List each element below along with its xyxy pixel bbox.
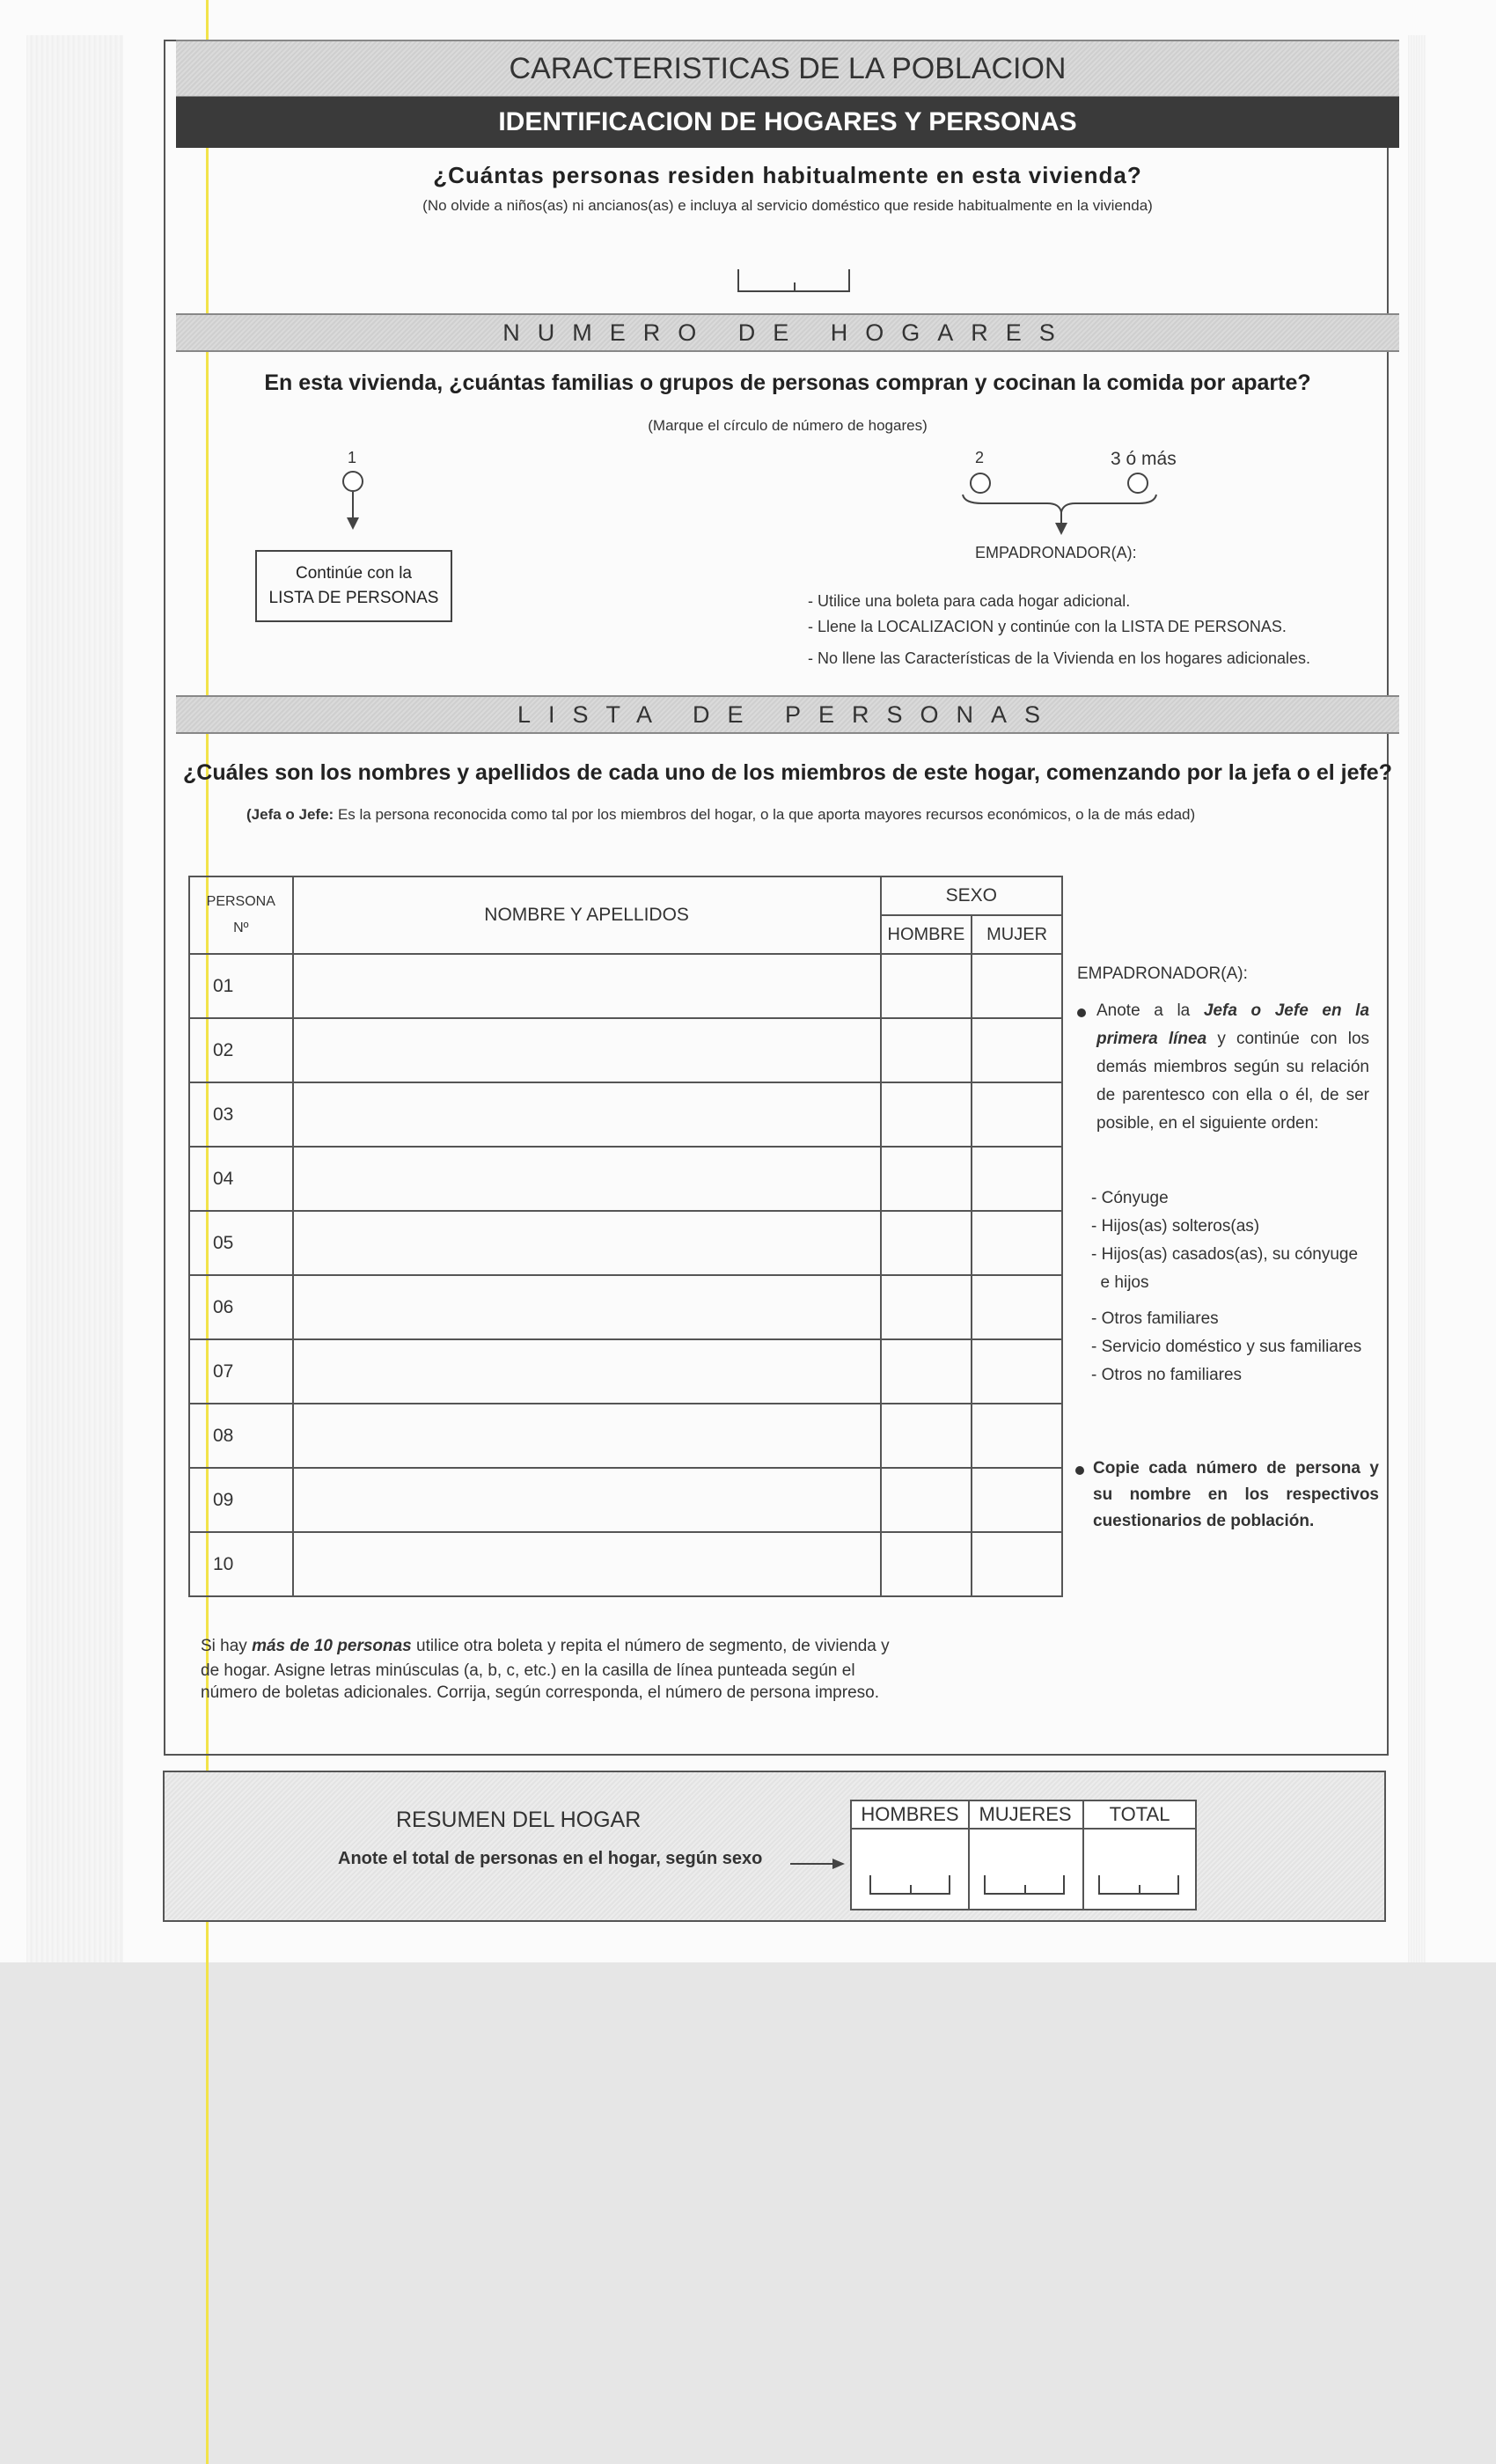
footnote-line-2: de hogar. Asigne letras minúsculas (a, b, c, etc.) en la casilla de línea punteada según el	[201, 1661, 855, 1680]
col-male-header: HOMBRE	[881, 915, 972, 954]
male-cell[interactable]	[881, 1211, 972, 1275]
footnote-line-1	[201, 1637, 890, 1656]
order-item: - Hijos(as) casados(as), su cónyuge	[1091, 1245, 1359, 1264]
col-person-label: PERSONA	[206, 894, 275, 909]
footnote-line-3: número de boletas adicionales. Corrija, según corresponda, el número de persona impreso.	[201, 1683, 879, 1702]
person-number: 04	[189, 1147, 293, 1211]
guide-bullet-2: Copie cada número de persona y su nombre en los respectivos cuestionarios de población.	[1093, 1459, 1379, 1530]
table-row	[189, 1147, 1062, 1211]
male-cell[interactable]	[881, 1082, 972, 1147]
table-row	[189, 954, 1062, 1018]
name-cell[interactable]	[293, 1147, 881, 1211]
table-row	[189, 1211, 1062, 1275]
summary-instruction: Anote el total de personas en el hogar, según sexo	[338, 1849, 763, 1868]
name-cell[interactable]	[293, 1532, 881, 1596]
summary-table	[850, 1800, 1197, 1910]
guide-bullet-1	[1096, 997, 1369, 1138]
order-item: - Cónyuge	[1091, 1189, 1169, 1207]
person-number: 01	[189, 954, 293, 1018]
female-cell[interactable]	[972, 1404, 1062, 1468]
households-question: En esta vivienda, ¿cuántas familias o grupos de personas compran y cocinan la comida por aparte?	[264, 370, 1311, 395]
person-number: 07	[189, 1339, 293, 1404]
name-cell[interactable]	[293, 954, 881, 1018]
residents-question: ¿Cuántas personas residen habitualmente en esta vivienda?	[433, 162, 1142, 188]
name-cell[interactable]	[293, 1018, 881, 1082]
table-row	[189, 1018, 1062, 1082]
bullet-icon	[1075, 1466, 1084, 1475]
subsection-title: IDENTIFICACION DE HOGARES Y PERSONAS	[176, 97, 1399, 148]
female-cell[interactable]	[972, 1018, 1062, 1082]
male-cell[interactable]	[881, 1018, 972, 1082]
table-row	[189, 1339, 1062, 1404]
enumerator-label: EMPADRONADOR(A):	[975, 544, 1137, 561]
women-count-field[interactable]	[984, 1875, 1065, 1895]
arrow-right-icon	[790, 1857, 847, 1871]
name-cell[interactable]	[293, 1404, 881, 1468]
head-definition-text: Es la persona reconocida como tal por los miembros del hogar, o la que aporta mayores recursos económicos, o la de más edad)	[337, 806, 1196, 823]
summary-col-total: TOTAL	[1109, 1803, 1170, 1825]
continue-box	[255, 550, 452, 622]
male-cell[interactable]	[881, 1468, 972, 1532]
person-number: 03	[189, 1082, 293, 1147]
order-item: - Otros familiares	[1091, 1309, 1219, 1328]
order-item: - Otros no familiares	[1091, 1366, 1243, 1384]
col-person-header	[189, 876, 293, 954]
female-cell[interactable]	[972, 1468, 1062, 1532]
female-cell[interactable]	[972, 1532, 1062, 1596]
male-cell[interactable]	[881, 954, 972, 1018]
col-person-no-label: Nº	[233, 920, 249, 935]
footnote-line-1-b: más de 10 personas	[252, 1637, 412, 1655]
person-list-band: LISTA DE PERSONAS	[176, 695, 1399, 734]
option-1-arrow-line	[352, 492, 354, 520]
male-cell[interactable]	[881, 1404, 972, 1468]
continue-line-1: Continúe con la	[295, 564, 413, 583]
summary-header-divider	[852, 1828, 1195, 1830]
female-cell[interactable]	[972, 1147, 1062, 1211]
name-cell[interactable]	[293, 1082, 881, 1147]
footnote-line-1-a: Si hay	[201, 1637, 247, 1655]
head-definition-note	[246, 806, 1195, 824]
household-summary	[163, 1771, 1386, 1922]
name-cell[interactable]	[293, 1275, 881, 1339]
col-name-header: NOMBRE Y APELLIDOS	[293, 876, 881, 954]
scanner-background	[0, 1962, 1496, 2464]
summary-title: RESUMEN DEL HOGAR	[396, 1808, 642, 1832]
option-1-radio[interactable]	[342, 471, 363, 492]
person-number: 06	[189, 1275, 293, 1339]
option-1-arrow-head	[347, 517, 359, 530]
male-cell[interactable]	[881, 1147, 972, 1211]
female-cell[interactable]	[972, 1275, 1062, 1339]
person-number: 09	[189, 1468, 293, 1532]
option-2-label: 2	[975, 449, 985, 466]
summary-col-women: MUJERES	[979, 1803, 1072, 1825]
option-2-radio[interactable]	[970, 473, 991, 494]
option-3-radio[interactable]	[1127, 473, 1148, 494]
table-row	[189, 1082, 1062, 1147]
male-cell[interactable]	[881, 1339, 972, 1404]
col-female-header: MUJER	[972, 915, 1062, 954]
brace-icon	[959, 493, 1162, 537]
name-cell[interactable]	[293, 1468, 881, 1532]
table-row	[189, 1468, 1062, 1532]
female-cell[interactable]	[972, 1211, 1062, 1275]
person-number: 05	[189, 1211, 293, 1275]
table-row	[189, 1532, 1062, 1596]
section-title: CARACTERISTICAS DE LA POBLACION	[176, 40, 1399, 98]
bullet-icon	[1077, 1008, 1086, 1017]
residents-note: (No olvide a niños(as) ni ancianos(as) e incluya al servicio doméstico que reside habitualmente en la vivienda)	[422, 197, 1153, 214]
guide-title: EMPADRONADOR(A):	[1077, 964, 1248, 983]
female-cell[interactable]	[972, 954, 1062, 1018]
men-count-field[interactable]	[869, 1875, 950, 1895]
table-header-row-1	[189, 876, 1062, 915]
households-instruction: (Marque el círculo de número de hogares)	[648, 417, 928, 434]
table-row	[189, 1404, 1062, 1468]
name-cell[interactable]	[293, 1211, 881, 1275]
option-1-label: 1	[348, 449, 357, 466]
head-definition-label: (Jefa o Jefe:	[246, 806, 334, 823]
female-cell[interactable]	[972, 1339, 1062, 1404]
enumerator-note-2: - Llene la LOCALIZACION y continúe con la LISTA DE PERSONAS.	[808, 618, 1287, 635]
order-item: - Hijos(as) solteros(as)	[1091, 1217, 1260, 1236]
summary-col-men: HOMBRES	[861, 1803, 959, 1825]
guide-bullet-1-c: y continúe con los demás miembros según su relación de parentesco con ella o él, de ser posible, en el siguiente orden:	[1096, 1030, 1370, 1133]
guide-bullet-1-b: Jefa o Jefe en la primera línea	[1096, 1001, 1370, 1048]
person-number: 08	[189, 1404, 293, 1468]
order-item: e hijos	[1091, 1273, 1149, 1292]
residents-count-field[interactable]	[737, 269, 850, 292]
option-3-label: 3 ó más	[1111, 449, 1177, 469]
female-cell[interactable]	[972, 1082, 1062, 1147]
guide-bullet-1-a: Anote a la	[1096, 1001, 1191, 1020]
male-cell[interactable]	[881, 1532, 972, 1596]
continue-line-2: LISTA DE PERSONAS	[268, 589, 439, 607]
footnote-line-1-c: utilice otra boleta y repita el número de segmento, de vivienda y	[416, 1637, 890, 1655]
enumerator-note-1: - Utilice una boleta para cada hogar adicional.	[808, 592, 1131, 610]
person-number: 02	[189, 1018, 293, 1082]
enumerator-note-3: - No llene las Características de la Vivienda en los hogares adicionales.	[808, 649, 1310, 667]
order-item: - Servicio doméstico y sus familiares	[1091, 1338, 1362, 1356]
scan-shadow-right	[1408, 35, 1426, 1962]
total-count-field[interactable]	[1098, 1875, 1179, 1895]
col-sex-header: SEXO	[881, 876, 1062, 915]
name-cell[interactable]	[293, 1339, 881, 1404]
households-band: NUMERO DE HOGARES	[176, 313, 1399, 352]
male-cell[interactable]	[881, 1275, 972, 1339]
person-number: 10	[189, 1532, 293, 1596]
person-table	[188, 876, 1063, 1597]
table-row	[189, 1275, 1062, 1339]
scan-shadow-left	[26, 35, 123, 1962]
person-list-question: ¿Cuáles son los nombres y apellidos de cada uno de los miembros de este hogar, comenzando por la jefa o el jefe?	[183, 760, 1392, 785]
